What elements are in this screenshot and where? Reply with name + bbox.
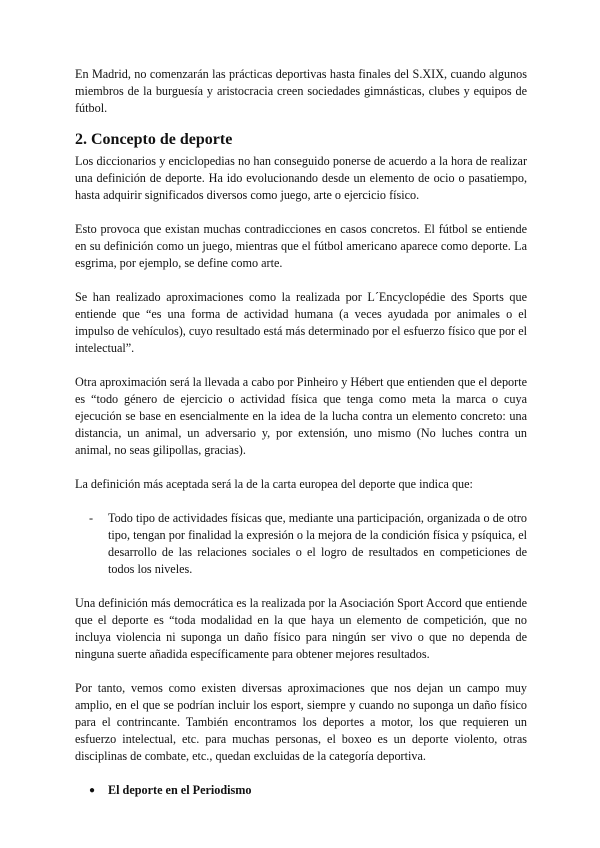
paragraph: Se han realizado aproximaciones como la realizada por L´Encyclopédie des Sports que entiende que “es una forma de actividad humana (a veces ayudada por animales o el impulso de vehículos), cuyo resultado está más determinado por el esfuerzo físico que por el intelectual”.	[75, 290, 527, 355]
dash-list-text: Todo tipo de actividades físicas que, mediante una participación, organizada o de otro tipo, tengan por finalidad la expresión o la mejora de la condición física y psíquica, el desarrollo de las relaciones sociales o el logro de resultados en competiciones de todos los niveles.	[108, 511, 527, 576]
dash-list-item	[75, 510, 527, 578]
paragraph: Por tanto, vemos como existen diversas aproximaciones que nos dejan un campo muy amplio, en el que se podrían incluir los esport, siempre y cuando no suponga un daño físico para el contrincante. También encontramos los deportes a motor, los que requieren un esfuerzo intelectual, etc. para muchas personas, el boxeo es un deporte violento, otras disciplinas de combate, etc., quedan excluidas de la categoría deportiva.	[75, 681, 527, 763]
paragraph: Los diccionarios y enciclopedias no han conseguido ponerse de acuerdo a la hora de realizar una definición de deporte. Ha ido evolucionando desde un elemento de ocio o pasatiempo, hasta adquirir significados diversos como juego, arte o ejercicio físico.	[75, 154, 527, 202]
paragraph: Esto provoca que existan muchas contradicciones en casos concretos. El fútbol se entiende en su definición como un juego, mientras que el fútbol americano aparece como deporte. La esgrima, por ejemplo, se define como arte.	[75, 222, 527, 270]
bullet-icon: ●	[89, 785, 96, 796]
dash-marker: -	[89, 511, 94, 525]
subheading: El deporte en el Periodismo	[108, 783, 252, 797]
document-body	[75, 66, 527, 799]
paragraph: Otra aproximación será la llevada a cabo por Pinheiro y Hébert que entienden que el deporte es “todo género de ejercicio o actividad física que tenga como meta la marca o cuya ejecución se base en esencialmente en la idea de la lucha contra un elemento concreto: una distancia, un animal, un adversario y, por extensión, uno mismo (No luches contra un animal, no seas gilipollas, gracias).	[75, 375, 527, 457]
paragraph: Una definición más democrática es la realizada por la Asociación Sport Accord que entiende que el deporte es “toda modalidad en la que haya un elemento de competición, que no incluya violencia ni suponga un daño físico para ningún ser vivo o que no dependa de ninguna suerte añadida específicamente para obtener mejores resultados.	[75, 596, 527, 661]
paragraph: La definición más aceptada será la de la carta europea del deporte que indica que:	[75, 477, 473, 491]
section-heading: 2. Concepto de deporte	[75, 131, 233, 148]
intro-paragraph: En Madrid, no comenzarán las prácticas deportivas hasta finales del S.XIX, cuando algunos miembros de la burguesía y aristocracia creen sociedades gimnásticas, clubes y equipos de fútbol.	[75, 67, 527, 115]
bullet-list-item	[75, 782, 527, 799]
